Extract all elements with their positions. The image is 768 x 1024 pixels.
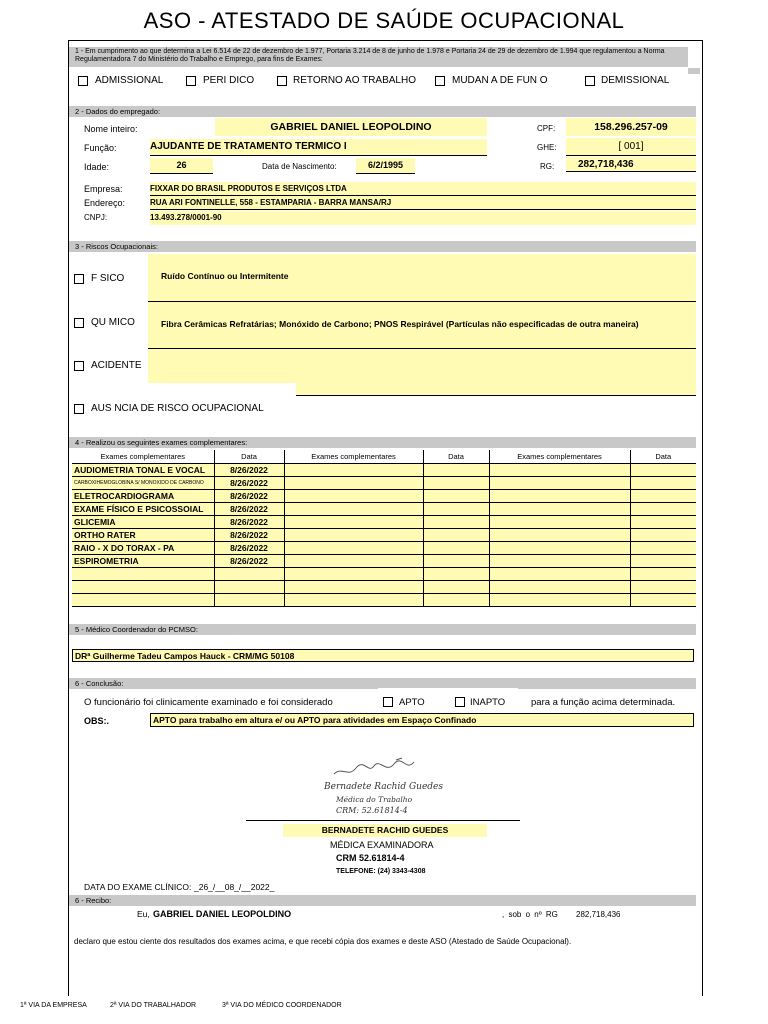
date-cell[interactable] bbox=[423, 555, 489, 568]
date-cell[interactable] bbox=[214, 594, 284, 607]
fisico-value: Ruído Contínuo ou Intermitente bbox=[161, 271, 289, 281]
date-cell[interactable]: 8/26/2022 bbox=[214, 490, 284, 503]
exam-cell[interactable] bbox=[284, 542, 423, 555]
acidente-checkbox[interactable] bbox=[74, 361, 84, 371]
table-row bbox=[72, 464, 696, 477]
recibo-declaration: declaro que estou ciente dos resultados dos exames acima, e que recebi cópia dos exames e deste ASO (Atestado de Saúde Ocupacional). bbox=[74, 937, 572, 946]
footer-via-trabalhador: 2ª VIA DO TRABALHADOR bbox=[110, 1002, 197, 1009]
mudanca-checkbox[interactable] bbox=[435, 76, 445, 86]
col-date-2: Data bbox=[423, 450, 489, 464]
examiner-phone: TELEFONE: (24) 3343-4308 bbox=[336, 868, 426, 875]
date-cell[interactable]: 8/26/2022 bbox=[214, 555, 284, 568]
admissional-label: ADMISSIONAL bbox=[95, 75, 164, 86]
exam-cell[interactable] bbox=[284, 555, 423, 568]
date-cell[interactable] bbox=[630, 516, 696, 529]
date-cell[interactable] bbox=[423, 529, 489, 542]
fisico-label: F SICO bbox=[91, 273, 125, 284]
date-cell[interactable] bbox=[423, 568, 489, 581]
conclusion-text: O funcionário foi clinicamente examinado e foi considerado bbox=[84, 697, 333, 708]
acidente-field-tail bbox=[296, 383, 696, 396]
date-cell[interactable] bbox=[214, 568, 284, 581]
examiner-crm: CRM 52.61814-4 bbox=[336, 853, 405, 863]
recibo-rg-label: , sob o nº RG bbox=[502, 910, 558, 919]
table-row bbox=[72, 568, 696, 581]
inapto-label: INAPTO bbox=[470, 697, 506, 708]
exams-table-header bbox=[72, 450, 696, 464]
section-2-header: 2 - Dados do empregado: bbox=[69, 106, 696, 117]
section-1-header: 1 - Em cumprimento ao que determina a Lei 6.514 de 22 de dezembro de 1.977, Portaria 3.214 de 8 de junho de 1.978 e Portaria 24 de 29 de dezembro de 1.994 que regulamentou a Norma Regulamentadora 7 do Ministério do Trabalho e Emprego, para fins de Exames: bbox=[69, 47, 688, 67]
exam-cell[interactable]: CARBOXIHEMOGLOBINA S/ MONOXIDO DE CARBONO bbox=[72, 477, 214, 490]
date-cell[interactable]: 8/26/2022 bbox=[214, 503, 284, 516]
stamp-crm: CRM: 52.61814-4 bbox=[336, 806, 408, 815]
fisico-checkbox[interactable] bbox=[74, 274, 84, 284]
section-4-header: 4 - Realizou os seguintes exames complementares: bbox=[69, 437, 696, 448]
col-date-3: Data bbox=[630, 450, 696, 464]
fisico-field[interactable] bbox=[148, 254, 696, 302]
exam-cell[interactable]: ORTHO RATER bbox=[72, 529, 214, 542]
retorno-checkbox[interactable] bbox=[277, 76, 287, 86]
name-field[interactable]: GABRIEL DANIEL LEOPOLDINO bbox=[215, 118, 487, 136]
exam-date-value[interactable]: _26_/__08_/__2022_ bbox=[194, 882, 275, 892]
endereco-field[interactable]: RUA ARI FONTINELLE, 558 - ESTAMPARIA - BARRA MANSA/RJ bbox=[150, 196, 696, 210]
section-recibo-header: 6 - Recibo: bbox=[69, 895, 696, 906]
quimico-checkbox[interactable] bbox=[74, 318, 84, 328]
exam-date-label: DATA DO EXAME CLÍNICO: bbox=[84, 882, 192, 892]
section-1-header-tab bbox=[688, 68, 700, 74]
admissional-checkbox[interactable] bbox=[78, 76, 88, 86]
exam-cell[interactable] bbox=[489, 529, 630, 542]
apto-label: APTO bbox=[399, 697, 425, 708]
exam-cell[interactable]: AUDIOMETRIA TONAL E VOCAL bbox=[72, 464, 214, 477]
date-cell[interactable] bbox=[423, 464, 489, 477]
examiner-role: MÉDICA EXAMINADORA bbox=[330, 840, 434, 850]
exam-cell[interactable] bbox=[284, 529, 423, 542]
exam-cell[interactable] bbox=[489, 464, 630, 477]
ausencia-label: AUS NCIA DE RISCO OCUPACIONAL bbox=[91, 403, 264, 414]
exam-cell[interactable] bbox=[284, 516, 423, 529]
demissional-checkbox[interactable] bbox=[585, 76, 595, 86]
table-row bbox=[72, 529, 696, 542]
ghe-label: GHE: bbox=[537, 143, 557, 152]
date-cell[interactable]: 8/26/2022 bbox=[214, 542, 284, 555]
section-6-header: 6 - Conclusão: bbox=[69, 678, 696, 689]
col-date-1: Data bbox=[214, 450, 284, 464]
inapto-checkbox[interactable] bbox=[455, 697, 465, 707]
date-cell[interactable] bbox=[423, 516, 489, 529]
exam-cell[interactable]: RAIO - X DO TORAX - PA bbox=[72, 542, 214, 555]
date-cell[interactable] bbox=[630, 503, 696, 516]
date-cell[interactable] bbox=[630, 568, 696, 581]
obs-label: OBS:. bbox=[84, 716, 110, 726]
funcao-label: Função: bbox=[84, 143, 117, 153]
recibo-name: GABRIEL DANIEL LEOPOLDINO bbox=[153, 909, 292, 919]
examiner-name: BERNADETE RACHID GUEDES bbox=[283, 824, 487, 837]
recibo-eu: Eu, bbox=[137, 909, 150, 919]
table-row bbox=[72, 477, 696, 490]
exam-cell[interactable] bbox=[284, 503, 423, 516]
date-cell[interactable] bbox=[423, 490, 489, 503]
exam-cell[interactable] bbox=[72, 581, 214, 594]
table-row bbox=[72, 490, 696, 503]
quimico-value: Fibra Cerâmicas Refratárias; Monóxido de Carbono; PNOS Respirável (Partículas não especificadas de outra maneira) bbox=[161, 319, 639, 329]
exam-cell[interactable] bbox=[284, 568, 423, 581]
empresa-label: Empresa: bbox=[84, 184, 123, 194]
exam-cell[interactable] bbox=[489, 594, 630, 607]
recibo-rg: 282,718,436 bbox=[576, 910, 621, 919]
exam-cell[interactable] bbox=[72, 568, 214, 581]
table-row bbox=[72, 503, 696, 516]
date-cell[interactable] bbox=[423, 503, 489, 516]
coordinator-field[interactable]: DRª Guilherme Tadeu Campos Hauck - CRM/MG 50108 bbox=[72, 649, 694, 662]
date-cell[interactable] bbox=[423, 581, 489, 594]
periodico-label: PERI DICO bbox=[203, 75, 255, 86]
table-row bbox=[72, 516, 696, 529]
retorno-label: RETORNO AO TRABALHO bbox=[293, 75, 416, 86]
rg-label: RG: bbox=[540, 162, 555, 171]
date-cell[interactable]: 8/26/2022 bbox=[214, 477, 284, 490]
date-cell[interactable]: 8/26/2022 bbox=[214, 529, 284, 542]
section-5-header: 5 - Médico Coordenador do PCMSO: bbox=[69, 624, 696, 635]
cnpj-label: CNPJ: bbox=[84, 213, 108, 222]
exam-cell[interactable] bbox=[284, 581, 423, 594]
exam-cell[interactable] bbox=[489, 581, 630, 594]
table-row bbox=[72, 555, 696, 568]
date-cell[interactable]: 8/26/2022 bbox=[214, 516, 284, 529]
exam-cell[interactable]: ELETROCARDIOGRAMA bbox=[72, 490, 214, 503]
date-cell[interactable] bbox=[630, 555, 696, 568]
exam-cell[interactable] bbox=[489, 490, 630, 503]
apto-checkbox[interactable] bbox=[383, 697, 393, 707]
date-cell[interactable] bbox=[630, 594, 696, 607]
cpf-label: CPF: bbox=[537, 124, 556, 133]
exam-cell[interactable] bbox=[284, 490, 423, 503]
signature-line bbox=[246, 820, 520, 821]
footer-via-medico: 3ª VIA DO MÉDICO COORDENADOR bbox=[222, 1002, 342, 1009]
nascimento-label: Data de Nascimento: bbox=[262, 162, 337, 171]
demissional-label: DEMISSIONAL bbox=[601, 75, 670, 86]
exam-cell[interactable] bbox=[489, 516, 630, 529]
date-cell[interactable] bbox=[423, 542, 489, 555]
acidente-field[interactable] bbox=[148, 349, 696, 383]
exam-cell[interactable] bbox=[284, 594, 423, 607]
exam-cell[interactable] bbox=[489, 503, 630, 516]
idade-label: Idade: bbox=[84, 162, 110, 172]
exam-cell[interactable] bbox=[489, 542, 630, 555]
table-row bbox=[72, 594, 696, 607]
cnpj-field[interactable]: 13.493.278/0001-90 bbox=[150, 211, 696, 225]
rg-field[interactable]: 282,718,436 bbox=[566, 157, 696, 172]
signature-stamp bbox=[322, 752, 443, 822]
cpf-field[interactable]: 158.296.257-09 bbox=[566, 118, 696, 136]
section-3-header: 3 - Riscos Ocupacionais: bbox=[69, 241, 696, 252]
idade-field[interactable]: 26 bbox=[150, 158, 213, 174]
exam-cell[interactable]: EXAME FÍSICO E PSICOSSOIAL bbox=[72, 503, 214, 516]
col-exam-3: Exames complementares bbox=[489, 450, 630, 464]
empresa-field[interactable]: FIXXAR DO BRASIL PRODUTOS E SERVIÇOS LTDA bbox=[150, 182, 696, 196]
exam-cell[interactable]: ESPIROMETRIA bbox=[72, 555, 214, 568]
col-exam-2: Exames complementares bbox=[284, 450, 423, 464]
ausencia-checkbox[interactable] bbox=[74, 404, 84, 414]
table-row bbox=[72, 581, 696, 594]
footer-via-empresa: 1ª VIA DA EMPRESA bbox=[20, 1002, 87, 1009]
exam-cell[interactable] bbox=[489, 568, 630, 581]
date-cell[interactable] bbox=[630, 581, 696, 594]
mudanca-label: MUDAN A DE FUN O bbox=[452, 75, 548, 86]
date-cell[interactable] bbox=[423, 594, 489, 607]
date-cell[interactable] bbox=[630, 529, 696, 542]
table-row bbox=[72, 542, 696, 555]
date-cell[interactable] bbox=[630, 490, 696, 503]
stamp-role: Médica do Trabalho bbox=[336, 795, 413, 804]
funcao-field[interactable]: AJUDANTE DE TRATAMENTO TERMICO I bbox=[150, 139, 487, 156]
date-cell[interactable] bbox=[630, 464, 696, 477]
exam-cell[interactable] bbox=[72, 594, 214, 607]
ghe-field[interactable]: [ 001] bbox=[566, 138, 696, 156]
stamp-name: Bernadete Rachid Guedes bbox=[324, 782, 443, 792]
exam-cell[interactable] bbox=[489, 477, 630, 490]
quimico-field[interactable] bbox=[148, 302, 696, 349]
nascimento-field[interactable]: 6/2/1995 bbox=[356, 158, 415, 174]
conclusion-text-end: para a função acima determinada. bbox=[531, 697, 676, 708]
page-title: ASO - ATESTADO DE SAÚDE OCUPACIONAL bbox=[143, 8, 625, 33]
signature-mark bbox=[322, 752, 432, 782]
exam-cell[interactable] bbox=[284, 464, 423, 477]
date-cell[interactable]: 8/26/2022 bbox=[214, 464, 284, 477]
date-cell[interactable] bbox=[423, 477, 489, 490]
exam-cell[interactable] bbox=[284, 477, 423, 490]
col-exam-1: Exames complementares bbox=[72, 450, 214, 464]
quimico-label: QU MICO bbox=[91, 317, 135, 328]
exams-table bbox=[72, 450, 696, 607]
date-cell[interactable] bbox=[630, 542, 696, 555]
name-label: Nome inteiro: bbox=[84, 124, 138, 134]
endereco-label: Endereço: bbox=[84, 198, 126, 208]
acidente-label: ACIDENTE bbox=[91, 360, 142, 371]
periodico-checkbox[interactable] bbox=[186, 76, 196, 86]
date-cell[interactable] bbox=[214, 581, 284, 594]
obs-field[interactable]: APTO para trabalho em altura e/ ou APTO para atividades em Espaço Confinado bbox=[150, 713, 694, 727]
exam-cell[interactable]: GLICEMIA bbox=[72, 516, 214, 529]
exam-cell[interactable] bbox=[489, 555, 630, 568]
date-cell[interactable] bbox=[630, 477, 696, 490]
